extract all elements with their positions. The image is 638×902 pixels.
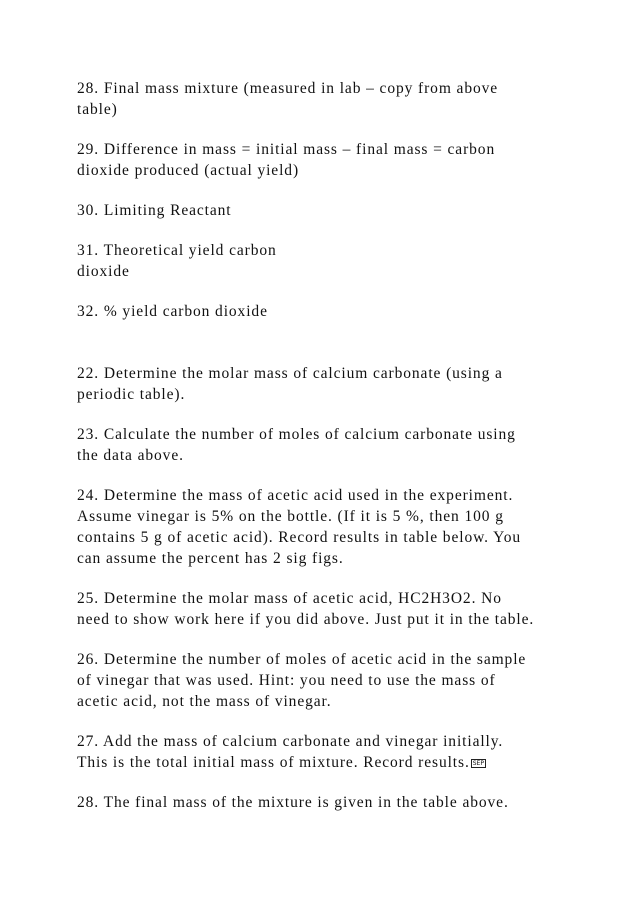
- text-line: This is the total initial mass of mixture. Record results.: [77, 754, 470, 771]
- text-line-with-symbol: [77, 752, 577, 773]
- question-29-difference-in-mass: [77, 139, 577, 181]
- text-line: can assume the percent has 2 sig figs.: [77, 550, 344, 567]
- question-22-molar-mass-calcium-carbonate: [77, 363, 577, 405]
- text-line: 28. The final mass of the mixture is given in the table above.: [77, 794, 509, 811]
- text-line: dioxide: [77, 263, 130, 280]
- text-line: table): [77, 101, 118, 118]
- text-line: 29. Difference in mass = initial mass – final mass = carbon: [77, 141, 496, 158]
- question-28-final-mass-given: [77, 792, 577, 813]
- text-line: 28. Final mass mixture (measured in lab – copy from above: [77, 80, 499, 97]
- text-line: 22. Determine the molar mass of calcium carbonate (using a: [77, 365, 503, 382]
- text-line: 24. Determine the mass of acetic acid used in the experiment.: [77, 487, 514, 504]
- text-line: contains 5 g of acetic acid). Record results in table below. You: [77, 529, 521, 546]
- question-30-limiting-reactant: [77, 200, 577, 221]
- text-line: 25. Determine the molar mass of acetic acid, HC2H3O2. No: [77, 590, 502, 607]
- text-line: Assume vinegar is 5% on the bottle. (If it is 5 %, then 100 g: [77, 508, 504, 525]
- text-line: 23. Calculate the number of moles of calcium carbonate using: [77, 426, 516, 443]
- text-line: 27. Add the mass of calcium carbonate and vinegar initially.: [77, 733, 504, 750]
- separator-symbol-icon: SEP: [472, 759, 484, 767]
- question-27-total-initial-mass: [77, 731, 577, 773]
- text-line: 30. Limiting Reactant: [77, 202, 232, 219]
- text-line: 31. Theoretical yield carbon: [77, 242, 277, 259]
- question-25-molar-mass-acetic-acid: [77, 588, 577, 630]
- text-line: 26. Determine the number of moles of acetic acid in the sample: [77, 651, 527, 668]
- question-32-percent-yield: [77, 301, 577, 322]
- question-31-theoretical-yield: [77, 240, 577, 282]
- text-line: dioxide produced (actual yield): [77, 162, 300, 179]
- question-26-moles-acetic-acid: [77, 649, 577, 712]
- question-24-mass-acetic-acid: [77, 485, 577, 569]
- text-line: need to show work here if you did above. Just put it in the table.: [77, 611, 535, 628]
- text-line: of vinegar that was used. Hint: you need to use the mass of: [77, 672, 496, 689]
- text-line: 32. % yield carbon dioxide: [77, 303, 268, 320]
- question-28-final-mass-mixture: [77, 78, 577, 120]
- question-23-moles-calcium-carbonate: [77, 424, 577, 466]
- text-line: acetic acid, not the mass of vinegar.: [77, 693, 332, 710]
- text-line: periodic table).: [77, 386, 186, 403]
- text-line: the data above.: [77, 447, 184, 464]
